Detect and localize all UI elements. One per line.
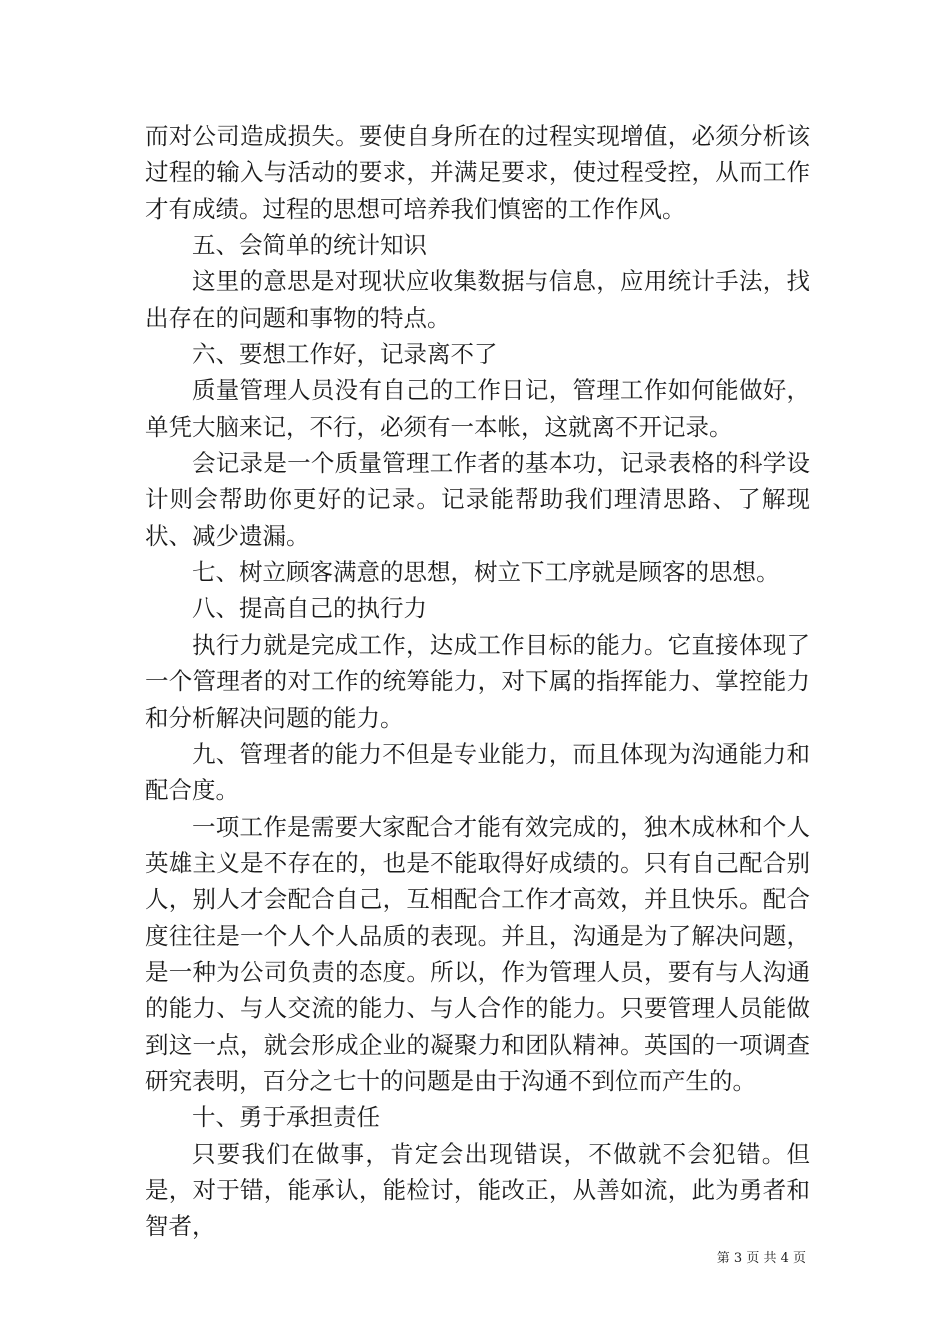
paragraph: 会记录是一个质量管理工作者的基本功，记录表格的科学设计则会帮助你更好的记录。记录能帮助我们理清思路、了解现状、减少遗漏。 [145, 449, 810, 550]
section-heading: 七、树立顾客满意的思想，树立下工序就是顾客的思想。 [192, 558, 780, 587]
section-heading: 八、提高自己的执行力 [192, 594, 427, 623]
section-heading: 五、会简单的统计知识 [192, 231, 427, 260]
paragraph: 质量管理人员没有自己的工作日记，管理工作如何能做好，单凭大脑来记，不行，必须有一本帐，这就离不开记录。 [145, 376, 810, 441]
section-heading: 九、管理者的能力不但是专业能力，而且体现为沟通能力和配合度。 [145, 739, 810, 805]
paragraph: 这里的意思是对现状应收集数据与信息，应用统计手法，找出存在的问题和事物的特点。 [145, 267, 810, 332]
section-heading: 十、勇于承担责任 [192, 1103, 380, 1132]
document-body [145, 118, 810, 1245]
paragraph: 而对公司造成损失。要使自身所在的过程实现增值，必须分析该过程的输入与活动的要求，并满足要求，使过程受控，从而工作才有成绩。过程的思想可培养我们慎密的工作作风。 [145, 122, 810, 223]
paragraph: 一项工作是需要大家配合才能有效完成的，独木成林和个人英雄主义是不存在的，也是不能取得好成绩的。只有自己配合别人，别人才会配合自己，互相配合工作才高效，并且快乐。配合度往往是一个人个人品质的表现。并且，沟通是为了解决问题，是一种为公司负责的态度。所以，作为管理人员，要有与人沟通的能力、与人交流的能力、与人合作的能力。只要管理人员能做到这一点，就会形成企业的凝聚力和团队精神。英国的一项调查研究表明，百分之七十的问题是由于沟通不到位而产生的。 [145, 812, 810, 1095]
paragraph: 只要我们在做事，肯定会出现错误，不做就不会犯错。但是，对于错，能承认，能检讨，能改正，从善如流，此为勇者和智者， [145, 1139, 810, 1241]
paragraph: 执行力就是完成工作，达成工作目标的能力。它直接体现了一个管理者的对工作的统筹能力，对下属的指挥能力、掌控能力和分析解决问题的能力。 [145, 630, 810, 732]
section-heading: 六、要想工作好，记录离不了 [192, 340, 498, 369]
page-number: 第 3 页 共 4 页 [716, 1251, 806, 1266]
